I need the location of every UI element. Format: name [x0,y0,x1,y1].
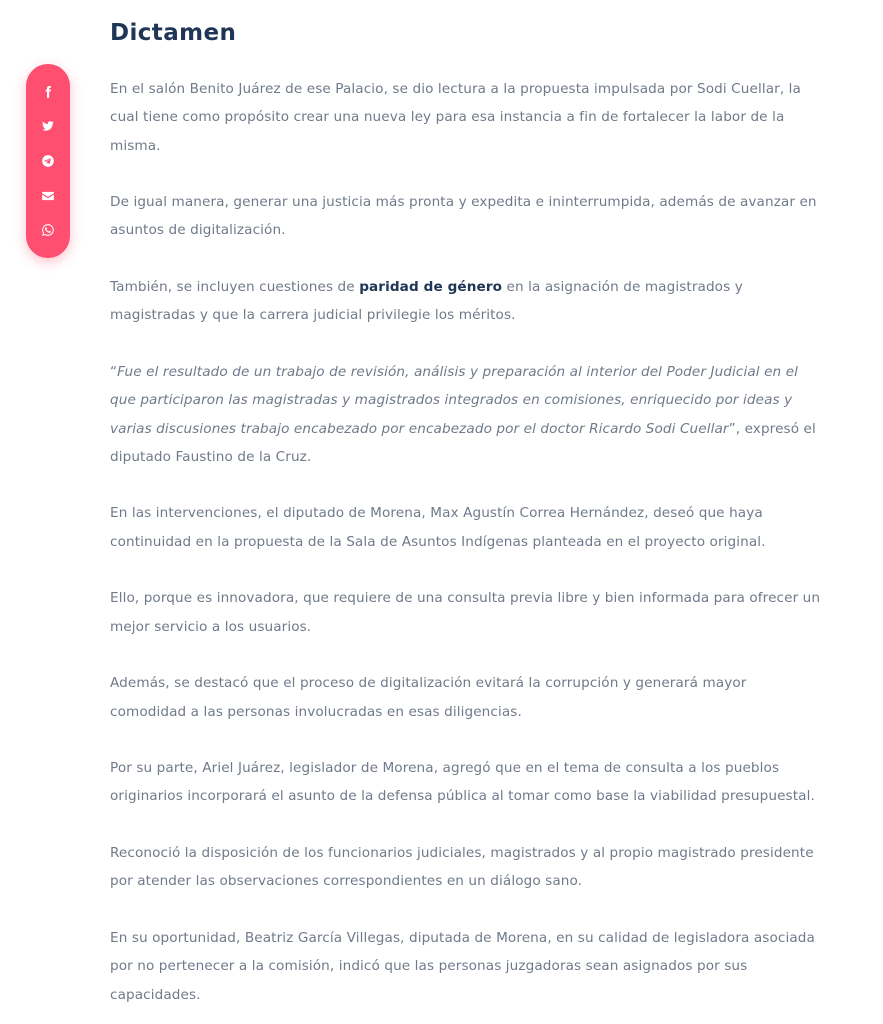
section-heading: Dictamen [110,20,237,46]
open-quote: “ [110,363,118,380]
paragraph-text: También, se incluyen cuestiones de [110,279,360,296]
quote-paragraph [110,358,822,471]
social-share-bar [26,64,70,258]
article-paragraph: En las intervenciones, el diputado de Morena, Max Agustín Correa Hernández, deseó que haya continuidad en la propuesta de la Sala de Asuntos Indígenas planteada en el proyecto original. [110,505,766,550]
quoted-text: Fue el resultado de un trabajo de revisión, análisis y preparación al interior del Poder Judicial en el que participaron las magistradas y magistrados integrados en comisiones, enriquecido por ideas y varias discusiones trabajo encabezado por encabezado por el doctor Ricardo Sodi Cuellar [110,363,799,437]
article-paragraph: En el salón Benito Juárez de ese Palacio, se dio lectura a la propuesta impulsada por Sodi Cuellar, la cual tiene como propósito crear una nueva ley para esa instancia a fin de fortalecer la labor de la misma. [110,81,801,154]
email-icon [41,189,55,203]
article-paragraph: En su oportunidad, Beatriz García Villegas, diputada de Morena, en su calidad de legisladora asociada por no pertenecer a la comisión, indicó que las personas juzgadoras sean asignados por sus capacidades. [110,929,815,1003]
paragraph-text: en la asignación de magistrados y magistradas y que la carrera judicial privilegie los méritos. [110,279,743,324]
twitter-icon [41,119,55,133]
email-share-button[interactable] [35,183,61,209]
facebook-share-button[interactable] [35,79,61,105]
telegram-share-button[interactable] [35,148,61,174]
article-paragraph: Ello, porque es innovadora, que requiere de una consulta previa libre y bien informada para ofrecer un mejor servicio a los usuarios. [110,590,821,635]
article-paragraph: Reconoció la disposición de los funcionarios judiciales, magistrados y al propio magistrado presidente por atender las observaciones correspondientes en un diálogo sano. [110,845,814,890]
paragraph-text: ”, expresó el diputado Faustino de la Cruz. [110,420,816,465]
article-paragraph: Además, se destacó que el proceso de digitalización evitará la corrupción y generará mayor comodidad a las personas involucradas en esas diligencias. [110,675,747,720]
bold-phrase: paridad de género [359,279,503,296]
article-paragraph [110,273,822,330]
whatsapp-share-button[interactable] [35,217,61,243]
telegram-icon [41,154,55,168]
facebook-icon [41,85,55,99]
whatsapp-icon [41,223,55,237]
article-paragraph: De igual manera, generar una justicia más pronta y expedita e ininterrumpida, además de avanzar en asuntos de digitalización. [110,194,817,239]
article-body [110,0,822,1009]
article-paragraph: Por su parte, Ariel Juárez, legislador de Morena, agregó que en el tema de consulta a los pueblos originarios incorporará el asunto de la defensa pública al tomar como base la viabilidad presupuestal. [110,760,815,805]
twitter-share-button[interactable] [35,113,61,139]
